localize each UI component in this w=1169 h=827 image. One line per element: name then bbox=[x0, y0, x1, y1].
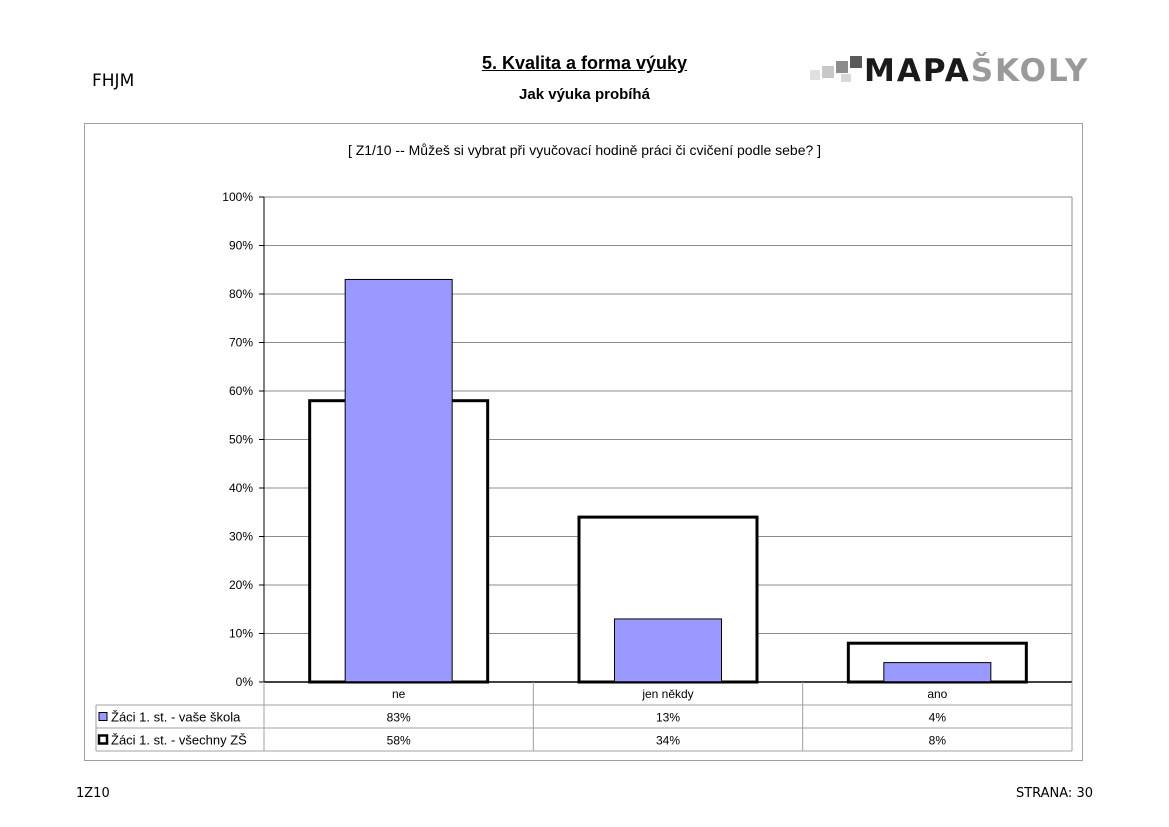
y-tick-label: 0% bbox=[235, 675, 253, 689]
page-title: 5. Kvalita a forma výuky bbox=[481, 53, 688, 73]
y-tick-label: 100% bbox=[222, 190, 253, 204]
legend-swatch-your-school bbox=[99, 713, 107, 721]
data-label: 34% bbox=[655, 733, 681, 748]
footer-code: 1Z10 bbox=[76, 786, 110, 801]
y-tick-label: 10% bbox=[228, 626, 253, 641]
data-label: 8% bbox=[928, 733, 947, 748]
data-label: 4% bbox=[928, 710, 947, 725]
category-label: ne bbox=[391, 687, 406, 701]
y-tick-label: 70% bbox=[228, 335, 253, 350]
chart-title: [ Z1/10 -- Můžeš si vybrat při vyučovací hodině práci či cvičení podle sebe? ] bbox=[347, 142, 822, 158]
page-number: STRANA: 30 bbox=[1015, 786, 1093, 801]
logo-text-light: ŠKOLY bbox=[970, 53, 1090, 89]
y-tick-label: 80% bbox=[228, 287, 253, 301]
data-label: 83% bbox=[386, 710, 411, 725]
legend-label: Žáci 1. st. - všechny ZŠ bbox=[111, 732, 247, 748]
category-label: ano bbox=[927, 687, 948, 701]
y-tick-label: 60% bbox=[228, 384, 253, 398]
page-subtitle: Jak výuka probíhá bbox=[519, 86, 650, 103]
y-tick-label: 50% bbox=[228, 432, 253, 447]
bar-your-school bbox=[345, 279, 452, 682]
bar-your-school bbox=[615, 619, 722, 682]
y-tick-label: 30% bbox=[228, 529, 253, 544]
data-label: 13% bbox=[655, 710, 681, 725]
legend-label: Žáci 1. st. - vaše škola bbox=[111, 709, 241, 725]
y-tick-label: 90% bbox=[228, 238, 253, 253]
bar-your-school bbox=[884, 663, 991, 682]
legend-swatch-all-schools bbox=[99, 736, 107, 744]
logo-text-dark: MAPA bbox=[864, 53, 971, 89]
data-label: 58% bbox=[386, 733, 411, 748]
school-code: FHJM bbox=[92, 71, 135, 91]
category-label: jen někdy bbox=[642, 687, 694, 701]
y-tick-label: 40% bbox=[228, 481, 253, 495]
y-tick-label: 20% bbox=[228, 578, 253, 592]
